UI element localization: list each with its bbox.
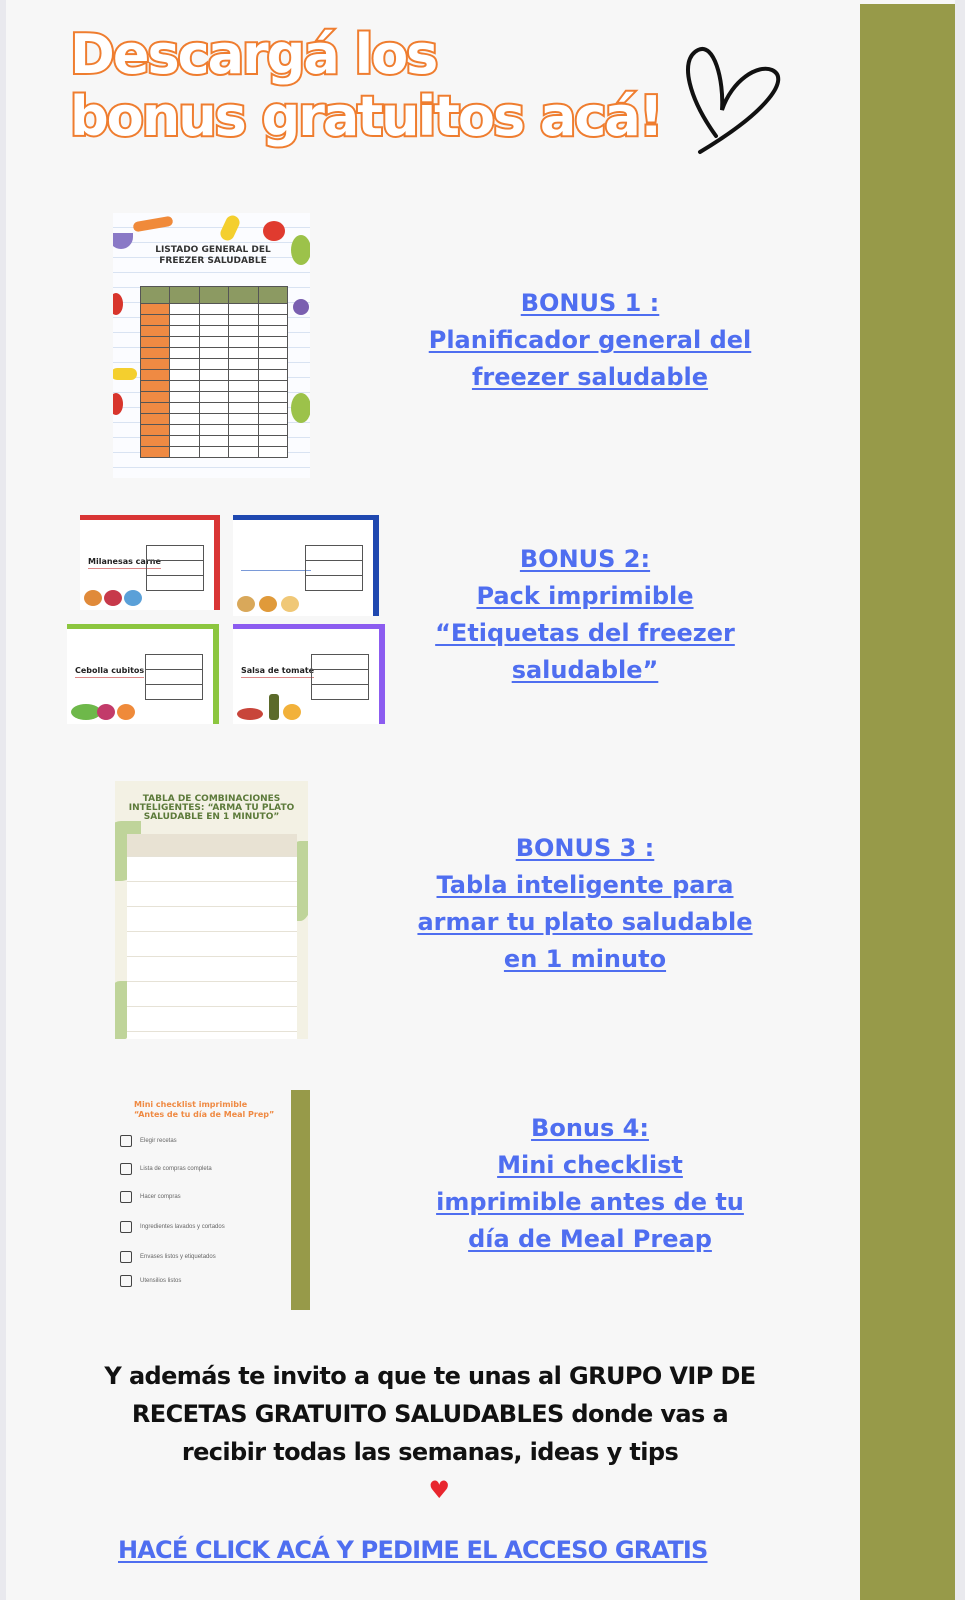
- checkbox-icon: [120, 1251, 132, 1263]
- chicken-leg-icon: [84, 590, 102, 606]
- bonus-3-description-line: Tabla inteligente para: [436, 871, 734, 899]
- bonus-1-preview-image[interactable]: [113, 213, 310, 478]
- label-cebolla: [67, 624, 219, 724]
- checklist-item: [120, 1134, 177, 1148]
- label-fields-box: [145, 654, 203, 700]
- freezer-list-table: [140, 286, 288, 458]
- checklist-item-label: Utensilios listos: [140, 1278, 182, 1284]
- label-blank: [233, 515, 379, 616]
- image-title-line: Mini checklist imprimible: [134, 1100, 248, 1109]
- banana-icon: [113, 368, 137, 380]
- checklist-item: [120, 1190, 181, 1204]
- hand-drawn-heart-icon: [680, 40, 790, 160]
- bonus-3-link[interactable]: [410, 830, 760, 978]
- tomato-icon: [263, 221, 285, 241]
- banana-icon: [218, 213, 242, 242]
- label-name: Milanesas carne: [88, 557, 161, 569]
- checklist-item-label: Ingredientes lavados y cortados: [140, 1224, 225, 1230]
- title-line-2: bonus gratuitos acá!: [70, 85, 662, 148]
- bonus-3-description-line: en 1 minuto: [503, 945, 667, 973]
- croissant-icon: [259, 596, 277, 612]
- bonus-4-description-line: día de Meal Preap: [468, 1225, 712, 1253]
- meat-icon: [104, 590, 122, 606]
- checklist-item-label: Envases listos y etiquetados: [140, 1254, 216, 1260]
- label-fields-box: [311, 654, 369, 700]
- label-fields-box: [146, 545, 204, 591]
- bonus-3-heading: BONUS 3 :: [515, 834, 655, 862]
- bonus-4-description-line: imprimible antes de tu: [436, 1188, 744, 1216]
- combinations-table: [127, 834, 297, 1039]
- bonus-1-description-line: Planificador general del: [428, 326, 752, 354]
- bread-icon: [237, 596, 255, 612]
- bonus-3-preview-image[interactable]: [115, 781, 308, 1039]
- label-name: Cebolla cubitos: [75, 666, 144, 678]
- bonus-1-image-title: [143, 245, 283, 267]
- bonus-4-link[interactable]: [430, 1110, 750, 1258]
- vip-group-invitation: [70, 1357, 790, 1509]
- olive-accent-bar: [291, 1090, 310, 1310]
- label-fields-box: [305, 545, 363, 591]
- checkbox-icon: [120, 1275, 132, 1287]
- bonus-2-link[interactable]: [430, 541, 740, 689]
- promo-line-text: recibir todas las semanas, ideas y tips: [181, 1438, 679, 1466]
- request-access-link[interactable]: HACÉ CLICK ACÁ Y PEDIME EL ACCESO GRATIS: [118, 1536, 708, 1564]
- label-name: Salsa de tomate: [241, 666, 314, 678]
- avocado-icon: [291, 235, 310, 265]
- bonus-2-description-line: saludable”: [511, 656, 659, 684]
- bonus-2-description-line: “Etiquetas del freezer: [435, 619, 735, 647]
- bonus-3-image-title: [115, 795, 308, 822]
- image-title-line: SALUDABLE EN 1 MINUTO”: [143, 812, 280, 822]
- image-title-line: INTELIGENTES: “ARMA TU PLATO: [128, 803, 295, 813]
- bowl-icon: [237, 708, 263, 720]
- bonus-2-heading: BONUS 2:: [519, 545, 651, 573]
- strawberry-icon: [113, 293, 123, 315]
- plum-icon: [293, 299, 309, 315]
- bowl-icon: [113, 233, 133, 249]
- red-heart-icon: ♥: [428, 1476, 450, 1504]
- label-salsa: [233, 624, 385, 724]
- bonus-1-heading: BONUS 1 :: [520, 289, 660, 317]
- checkbox-icon: [120, 1163, 132, 1175]
- image-title-line: TABLA DE COMBINACIONES: [142, 794, 281, 804]
- bonus-3-description-line: armar tu plato saludable: [417, 908, 753, 936]
- checklist-item: [120, 1162, 212, 1176]
- bonus-2-description-line: Pack imprimible: [476, 582, 694, 610]
- title-line-1: Descargá los: [70, 23, 437, 86]
- label-milanesas: [80, 515, 220, 610]
- checklist-item: [120, 1274, 181, 1288]
- carrot-icon: [117, 704, 135, 720]
- bonus-1-link[interactable]: [420, 285, 760, 396]
- avocado-icon: [291, 393, 310, 423]
- page-left-edge: [0, 0, 6, 1600]
- strawberry-icon: [113, 393, 123, 415]
- image-title-line: “Antes de tu día de Meal Prep”: [134, 1110, 275, 1119]
- bonus-4-heading: Bonus 4:: [531, 1114, 649, 1142]
- bonus-4-description-line: Mini checklist: [497, 1151, 683, 1179]
- image-title-line: FREEZER SALUDABLE: [159, 256, 267, 266]
- fish-icon: [124, 590, 142, 606]
- promo-line: RECETAS GRATUITO SALUDABLES donde vas a: [131, 1400, 729, 1428]
- checklist-item-label: Lista de compras completa: [140, 1166, 212, 1172]
- promo-line: Y además te invito a que te unas al GRUPO VIP DE: [104, 1362, 756, 1390]
- checkbox-icon: [120, 1221, 132, 1233]
- bonus-4-preview-image[interactable]: [116, 1096, 312, 1306]
- cheese-icon: [283, 704, 301, 720]
- checklist-item-label: Hacer compras: [140, 1194, 181, 1200]
- carrot-icon: [132, 216, 173, 233]
- checklist-item: [120, 1220, 225, 1234]
- radish-icon: [97, 704, 115, 720]
- checkbox-icon: [120, 1191, 132, 1203]
- checkbox-icon: [120, 1135, 132, 1147]
- page-right-edge: [955, 0, 965, 1600]
- image-title-line: LISTADO GENERAL DEL: [155, 245, 271, 255]
- bonus-1-description-line: freezer saludable: [471, 363, 709, 391]
- oil-bottle-icon: [269, 694, 279, 720]
- olive-side-bar: [860, 4, 955, 1600]
- promo-line: [70, 1433, 790, 1509]
- toast-icon: [281, 596, 299, 612]
- page-title: [70, 24, 690, 148]
- checklist-item: [120, 1250, 216, 1264]
- checklist-item-label: Elegir recetas: [140, 1138, 177, 1144]
- bonus-4-image-title: [134, 1100, 274, 1120]
